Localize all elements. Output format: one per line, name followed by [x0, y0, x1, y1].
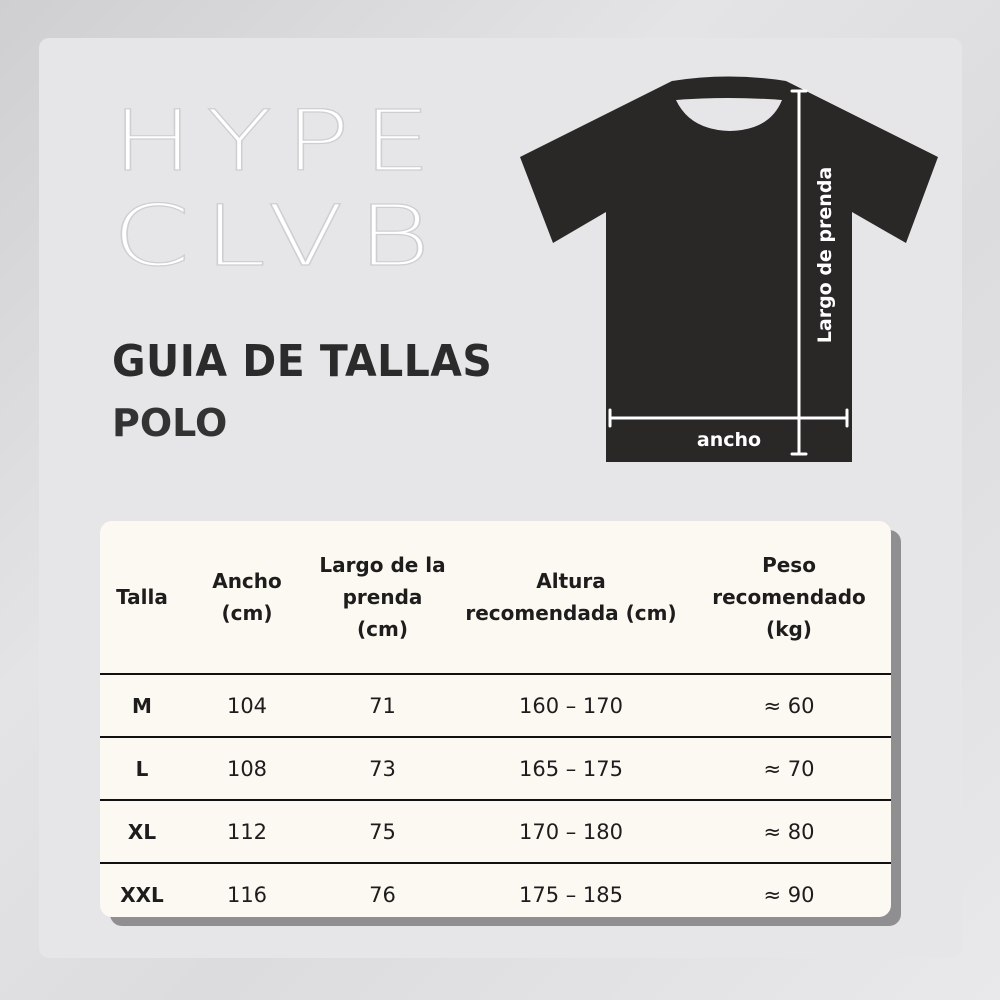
cell-weight: ≈ 80 — [687, 800, 891, 863]
tshirt-shape — [520, 77, 938, 463]
cell-height: 175 – 185 — [518, 882, 623, 907]
brand-logo-line1: HYPE — [112, 95, 444, 190]
size-table-card — [100, 521, 891, 917]
table-row — [100, 674, 891, 737]
width-label: ancho — [696, 429, 762, 451]
cell-width: 112 — [184, 800, 310, 863]
brand-logo — [112, 95, 447, 270]
length-label: Largo de prenda — [814, 166, 836, 344]
cell-size: XL — [100, 800, 184, 863]
table-row — [100, 800, 891, 863]
cell-weight: ≈ 60 — [687, 674, 891, 737]
header-weight: Peso recomendado (kg) — [687, 521, 891, 674]
cell-size: M — [100, 674, 184, 737]
page-title: GUIA DE TALLAS — [112, 336, 493, 387]
cell-length: 76 — [369, 882, 396, 907]
table-header-row — [100, 521, 891, 674]
brand-logo-line2: CLVB — [112, 187, 444, 270]
cell-weight: ≈ 70 — [687, 737, 891, 800]
header-length: Largo de la prenda (cm) — [310, 521, 455, 674]
cell-height: 170 – 180 — [455, 800, 687, 863]
table-row — [100, 737, 891, 800]
cell-length: 71 — [310, 674, 455, 737]
tshirt-diagram — [515, 75, 945, 470]
cell-weight: ≈ 90 — [763, 882, 815, 907]
cell-size: L — [100, 737, 184, 800]
header-height: Altura recomendada (cm) — [455, 521, 687, 674]
cell-height: 160 – 170 — [455, 674, 687, 737]
cell-size: XXL — [120, 882, 164, 907]
cell-width: 104 — [184, 674, 310, 737]
cell-width: 108 — [184, 737, 310, 800]
page-subtitle: POLO — [112, 401, 228, 445]
cell-width: 116 — [226, 882, 268, 907]
header-size: Talla — [100, 521, 184, 674]
size-table — [100, 521, 891, 917]
cell-height: 165 – 175 — [455, 737, 687, 800]
header-width: Ancho (cm) — [184, 521, 310, 674]
table-row — [100, 863, 891, 917]
cell-length: 75 — [310, 800, 455, 863]
cell-length: 73 — [310, 737, 455, 800]
